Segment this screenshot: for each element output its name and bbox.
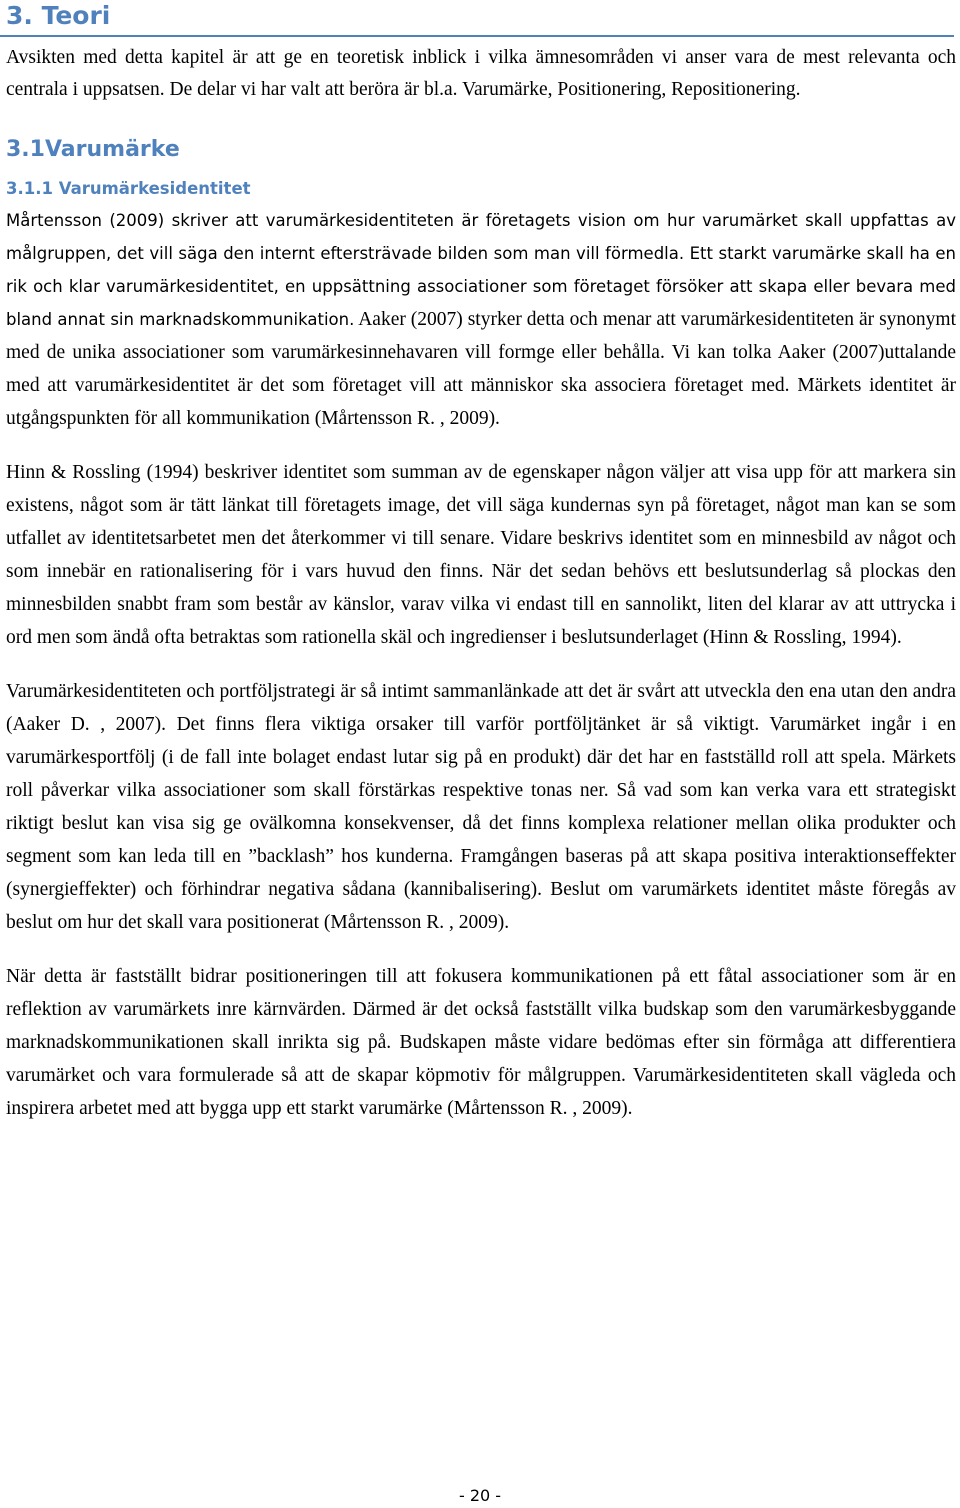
document-page xyxy=(6,0,956,1125)
paragraph-1 xyxy=(6,204,956,435)
section-heading: 3.1Varumärke xyxy=(6,137,180,162)
paragraph-2: Hinn & Rossling (1994) beskriver identitet som summan av de egenskaper någon väljer att visa upp för att markera sin existens, något som är tätt länkat till företagets image, det vill säga kundernas syn på företaget, något man kan se som utfallet av identitetsarbetet men det återkommer vi till senare. Vidare beskrivs identitet som en minnesbild av något och som innebär en rationalisering för i vars huvud den finns. När det sedan behövs ett beslutsunderlag så plockas den minnesbilden snabbt fram som består av känslor, varav vilka vi endast till en sannolikt, liten del klarar av att uttrycka i ord men som ändå ofta betraktas som rationella skäl och ingredienser i beslutsunderlaget (Hinn & Rossling, 1994). xyxy=(6,462,956,648)
paragraph-4: När detta är fastställt bidrar positioneringen till att fokusera kommunikationen på ett fåtal associationer som är en reflektion av varumärkets inre kärnvärden. Därmed är det också fastställt vilka budskap som den varumärkesbyggande marknadskommunikationen skall inrikta sig på. Budskapen måste vidare bedömas efter sin förmåga att differentiera varumärket och vara formulerade så att de skapar köpmotiv för målgruppen. Varumärkesidentiteten skall vägleda och inspirera arbetet med att bygga upp ett starkt varumärke (Mårtensson R. , 2009). xyxy=(6,966,956,1119)
paragraph-3: Varumärkesidentiteten och portföljstrategi är så intimt sammanlänkade att det är svårt att utveckla den ena utan den andra (Aaker D. , 2007). Det finns flera viktiga orsaker till varför portföljtänket är så viktigt. Varumärket ingår i en varumärkesportfölj (i de fall inte bolaget endast lutar sig på en produkt) där det har en fastställd roll att spela. Märkets roll påverkar vilka associationer som skall förstärkas respektive tonas ner. Så vad som kan verka vara ett strategiskt riktigt beslut kan visa sig ge ovälkomna konsekvenser, då det finns komplexa relationer mellan olika produkter och segment som kan leda till en ”backlash” hos kunderna. Framgången baseras på att skapa positiva interaktionseffekter (synergieffekter) och förhindrar negativa sådana (kannibalisering). Beslut om varumärkets identitet måste föregås av beslut om hur det skall vara positionerat (Mårtensson R. , 2009). xyxy=(6,681,956,933)
page-number: - 20 - xyxy=(458,1486,502,1505)
paragraph-1-rest: Aaker (2007) styrker detta och menar att varumärkesidentiteten är synonymt med de unika associationer som varumärkesinnehavaren vill formge eller behålla. Vi kan tolka Aaker (2007)uttalande med att varumärkesidentitet är det som företaget vill att människor ska associera företaget med. Märkets identitet är utgångspunkten för all kommunikation (Mårtensson R. , 2009). xyxy=(6,309,956,429)
heading-underline xyxy=(0,35,954,37)
subsection-heading: 3.1.1 Varumärkesidentitet xyxy=(6,179,251,198)
chapter-heading: 3. Teori xyxy=(6,1,111,30)
chapter-intro: Avsikten med detta kapitel är att ge en teoretisk inblick i vilka ämnesområden vi anser vara de mest relevanta och centrala i uppsatsen. De delar vi har valt att beröra är bl.a. Varumärke, Positionering, Repositionering. xyxy=(6,47,956,100)
paragraph-1-lead: Mårtensson (2009) skriver att varumärkesidentiteten är företagets vision om hur varumärket skall uppfattas av målgruppen, det vill säga den internt eftersträvade bilden som man vill förmedla. Ett starkt varumärke skall ha en rik och klar varumärkesidentitet, en uppsättning associationer som företaget försöker att skapa eller bevara med bland annat sin marknadskommunikation. xyxy=(6,211,956,329)
